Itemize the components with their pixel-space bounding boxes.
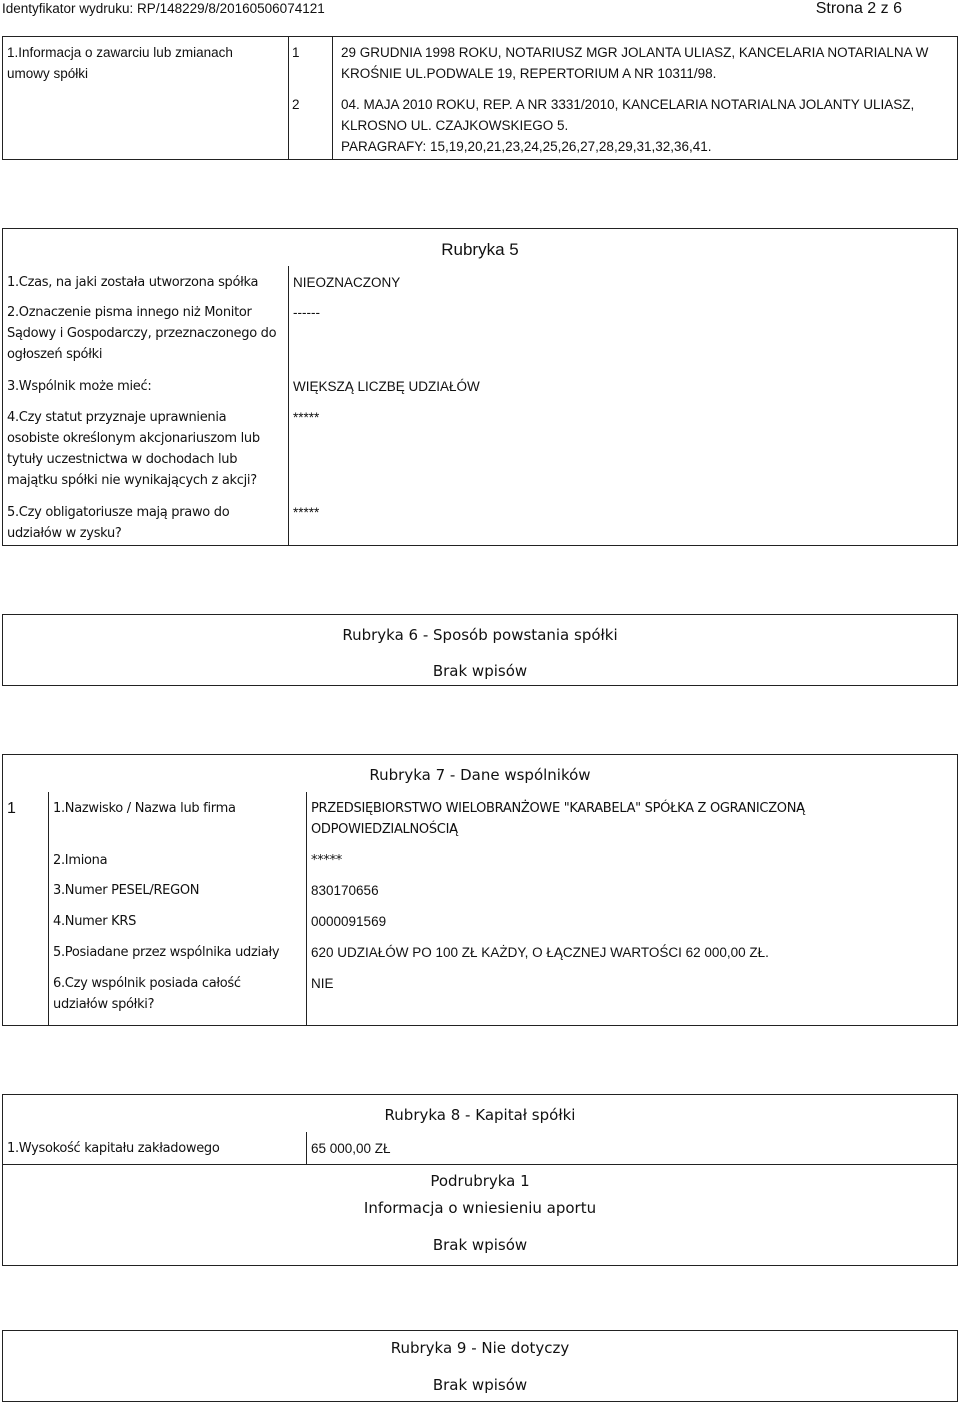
field-value: ------ — [293, 305, 320, 320]
empty-note: Brak wpisów — [432, 1236, 528, 1254]
shareholder-index: 1 — [7, 800, 16, 817]
field-value: NIEOZNACZONY — [293, 275, 401, 290]
field-value: 620 UDZIAŁÓW PO 100 ZŁ KAŻDY, O ŁĄCZNEJ WARTOŚCI 62 000,00 ZŁ. — [311, 945, 769, 960]
field-label: 5.Posiadane przez wspólnika udziały — [53, 945, 280, 960]
field-label: 2.Imiona — [53, 853, 108, 868]
section-title: Rubryka 9 - Nie dotyczy — [390, 1339, 570, 1357]
field-label: 3.Wspólnik może mieć: — [7, 379, 152, 394]
field-label: 2.Oznaczenie pisma innego niż Monitor Sądowy i Gospodarczy, przeznaczonego do ogłoszeń spółki — [7, 305, 277, 362]
section-title: Rubryka 7 - Dane wspólników — [369, 766, 591, 784]
field-value: ***** — [311, 853, 343, 868]
section-title: Rubryka 6 - Sposób powstania spółki — [342, 626, 618, 644]
entry-text: 04. MAJA 2010 ROKU, REP. A NR 3331/2010, KANCELARIA NOTARIALNA JOLANTY ULIASZ, KLROSNO UL. CZAJKOWSKIEGO 5. PARAGRAFY: 15,19,20,21,23,24,25,26,27,28,29,31,32,36,41. — [341, 97, 915, 154]
subsection-subtitle: Informacja o wniesieniu aportu — [363, 1199, 597, 1217]
entry-number: 2 — [292, 97, 300, 112]
agreement-info-label: 1.Informacja o zawarciu lub zmianach umowy spółki — [7, 45, 233, 81]
empty-note: Brak wpisów — [432, 1376, 528, 1394]
page-number: Strona 2 z 6 — [815, 0, 902, 17]
field-value: PRZEDSIĘBIORSTWO WIELOBRANŻOWE "KARABELA" SPÓŁKA Z OGRANICZONĄ ODPOWIEDZIALNOŚCIĄ — [311, 801, 805, 837]
field-label: 6.Czy wspólnik posiada całość udziałów spółki? — [53, 976, 241, 1012]
capital-label: 1.Wysokość kapitału zakładowego — [7, 1141, 220, 1156]
section-title: Rubryka 8 - Kapitał spółki — [384, 1106, 576, 1124]
field-value: ***** — [293, 505, 320, 520]
empty-note: Brak wpisów — [432, 662, 528, 680]
entry-text: 29 GRUDNIA 1998 ROKU, NOTARIUSZ MGR JOLANTA ULIASZ, KANCELARIA NOTARIALNA W KROŚNIE UL.PODWALE 19, REPERTORIUM A NR 10311/98. — [341, 45, 929, 81]
subsection-title: Podrubryka 1 — [430, 1172, 530, 1190]
field-value: 830170656 — [311, 883, 379, 898]
field-label: 1.Czas, na jaki została utworzona spółka — [7, 275, 259, 290]
field-label: 5.Czy obligatoriusze mają prawo do udziałów w zysku? — [7, 505, 230, 541]
print-identifier: Identyfikator wydruku: RP/148229/8/20160506074121 — [2, 1, 325, 16]
field-label: 1.Nazwisko / Nazwa lub firma — [53, 801, 236, 816]
capital-value: 65 000,00 ZŁ — [311, 1141, 391, 1156]
field-value: WIĘKSZĄ LICZBĘ UDZIAŁÓW — [293, 379, 480, 394]
section-title: Rubryka 5 — [441, 240, 519, 259]
field-label: 4.Czy statut przyznaje uprawnienia osobiste określonym akcjonariuszom lub tytuły uczestnictwa w dochodach lub majątku spółki nie wynikających z akcji? — [7, 410, 260, 488]
field-value: NIE — [311, 976, 334, 991]
field-label: 4.Numer KRS — [53, 914, 137, 929]
entry-number: 1 — [292, 45, 300, 60]
field-label: 3.Numer PESEL/REGON — [53, 883, 200, 898]
field-value: 0000091569 — [311, 914, 387, 929]
field-value: ***** — [293, 410, 320, 425]
